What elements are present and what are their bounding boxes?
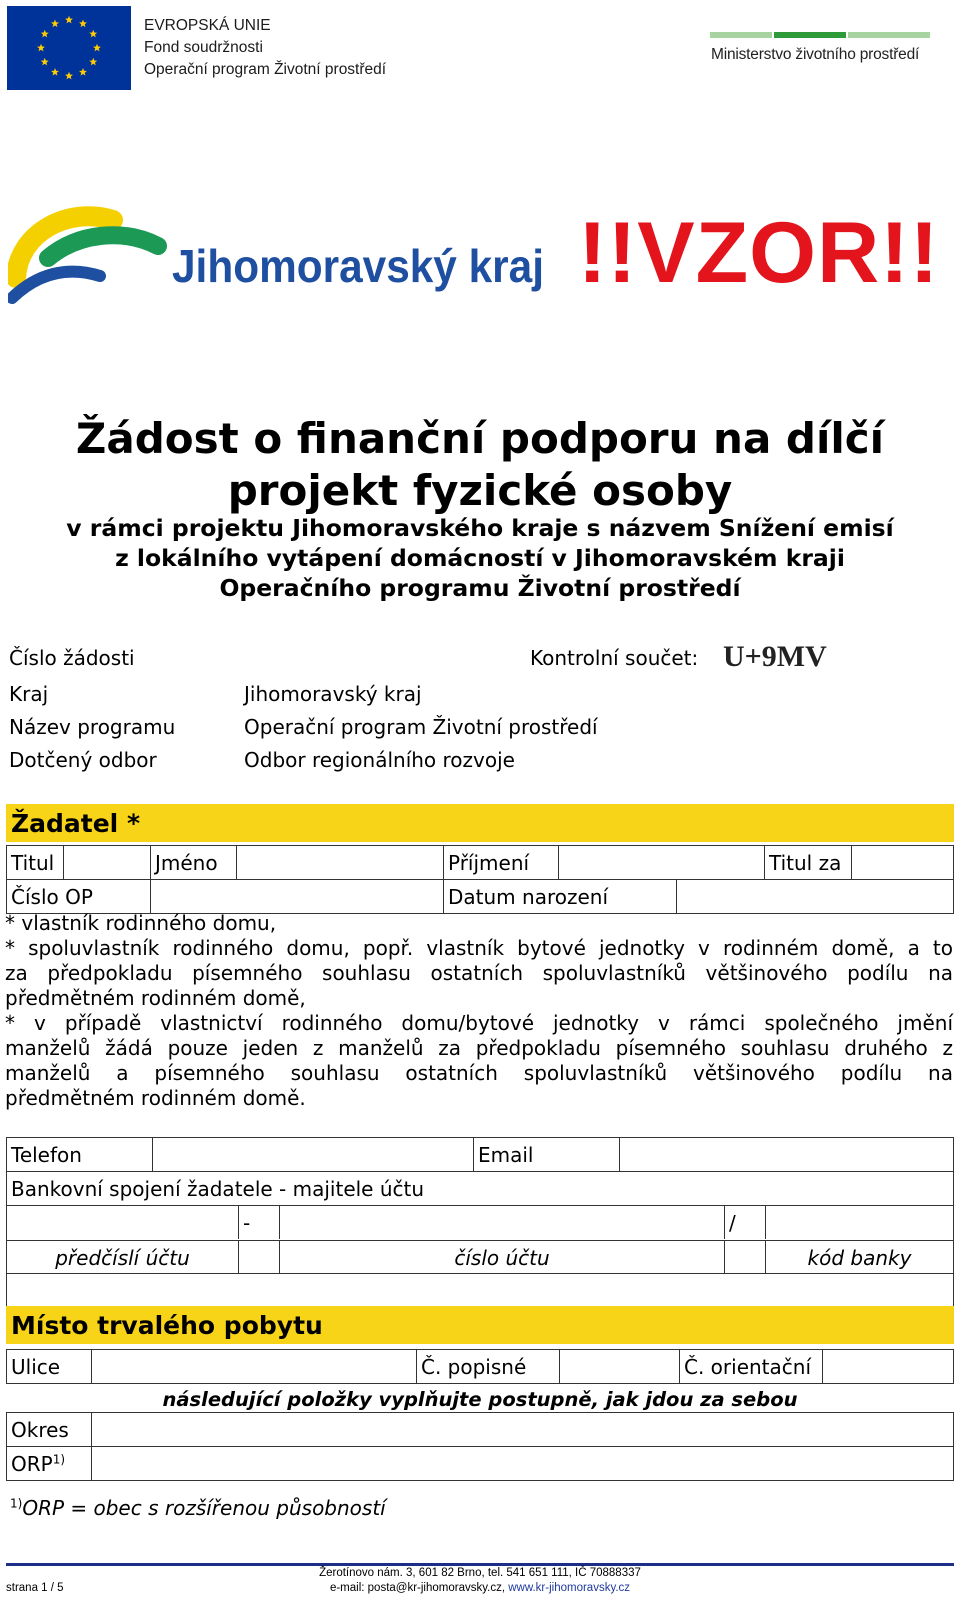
contact-row [6,1137,954,1172]
bank-account-label: Bankovní spojení žadatele - majitele účtu [11,1177,425,1201]
subtitle-line-3: Operačního programu Životní prostředí [219,574,741,602]
eu-flag-logo [7,6,131,90]
note-line: za předpokladu písemného souhlasu ostatních spoluvlastníků většinového podílu na [5,961,953,985]
account-slash: / [725,1206,766,1239]
note-line: předmětném rodinném domě, [5,986,306,1010]
email-field[interactable] [620,1138,953,1171]
title-before-label: Titul [7,846,64,879]
bank-code-field[interactable] [766,1206,953,1239]
department-label: Dotčený odbor [9,748,157,772]
phone-label: Telefon [7,1138,153,1171]
account-prefix-field[interactable] [7,1206,239,1239]
program-label: Název programu [9,715,176,739]
footer-divider [6,1563,954,1566]
ministry-logo-text: Ministerstvo životního prostředí [711,46,920,63]
region-value: Jihomoravský kraj [244,682,422,706]
account-number-field[interactable] [280,1206,725,1239]
footer-email: e-mail: posta@kr-jihomoravsky.cz, [329,1582,509,1594]
note-line: manželů a písemného souhlasu ostatních spoluvlastníků většinového podílu na [5,1061,953,1085]
bank-spacer-cell [239,1240,280,1273]
orientation-number-label: Č. orientační [680,1350,823,1383]
title-after-field[interactable] [852,846,953,879]
region-logo [8,198,550,310]
note-line: předmětném rodinném domě. [5,1086,306,1110]
id-card-label: Číslo OP [7,880,151,913]
bank-code-caption: kód banky [766,1240,953,1273]
orp-footnote [10,1498,386,1518]
footnote-marker: 1) [10,1496,23,1511]
subtitle-line-1: v rámci projektu Jihomoravského kraje s názvem Snížení emisí [66,514,894,542]
checksum-value: U+9MV [723,640,827,673]
house-number-label: Č. popisné [417,1350,560,1383]
bank-spacer-cell [725,1240,766,1273]
eu-logo-line-2: Fond soudržnosti [144,39,263,56]
blank-row [6,1273,954,1307]
district-label: Okres [7,1413,92,1446]
orp-label [7,1447,92,1480]
note-line: * v případě vlastnictví rodinného domu/bytové jednotky v rámci společného jmění [5,1011,953,1035]
id-card-field[interactable] [151,880,444,913]
eu-logo-line-3: Operační program Životní prostředí [144,61,387,78]
first-name-field[interactable] [237,846,444,879]
note-line: manželů žádá pouze jeden z manželů za předpokladu písemného souhlasu druhého z [5,1036,953,1060]
department-value: Odbor regionálního rozvoje [244,748,515,772]
applicant-section-heading: Žadatel * [6,804,954,842]
footer-address: Žerotínovo nám. 3, 601 82 Brno, tel. 541 651 111, IČ 70888337 [319,1567,641,1579]
region-label: Kraj [9,682,49,706]
address-row [6,1349,954,1384]
orp-footnote-marker: 1) [52,1452,66,1467]
bank-account-block [6,1205,954,1274]
email-label: Email [474,1138,620,1171]
footer-contact [0,1583,960,1595]
footer-web-link[interactable]: www.kr-jihomoravsky.cz [508,1582,631,1594]
first-name-label: Jméno [151,846,237,879]
checksum-label: Kontrolní součet: [530,646,699,670]
ministry-logo-bars [710,30,930,40]
sample-stamp: !!VZOR!! [578,205,940,301]
eu-logo-line-1: EVROPSKÁ UNIE [144,17,271,34]
title-before-field[interactable] [64,846,151,879]
street-label: Ulice [7,1350,92,1383]
account-dash: - [239,1206,280,1239]
page-number: strana 1 / 5 [6,1582,64,1594]
orp-label-text: ORP [11,1452,53,1476]
region-logo-text: Jihomoravský kraj [172,240,544,292]
note-line: * spoluvlastník rodinného domu, popř. vlastník bytové jednotky v rodinném domě, a to [5,936,953,960]
bank-heading-row [6,1171,954,1206]
account-prefix-caption: předčíslí účtu [7,1240,239,1273]
phone-field[interactable] [153,1138,474,1171]
footnote-text: ORP = obec s rozšířenou působností [22,1496,386,1520]
birth-date-label: Datum narození [444,880,677,913]
orp-field[interactable] [92,1447,953,1480]
request-number-label: Číslo žádosti [9,646,135,670]
applicant-name-row [6,845,954,880]
subtitle-line-2: z lokálního vytápení domácností v Jihomoravském kraji [115,544,845,572]
district-field[interactable] [92,1413,953,1446]
fill-order-note: následující položky vyplňujte postupně, jak jdou za sebou [162,1388,798,1411]
surname-field[interactable] [559,846,765,879]
page-title-line-1: Žádost o finanční podporu na dílčí [75,414,885,463]
applicant-id-row [6,879,954,914]
surname-label: Příjmení [444,846,559,879]
birth-date-field[interactable] [677,880,953,913]
program-value: Operační program Životní prostředí [244,715,598,739]
district-row [6,1412,954,1447]
orp-row [6,1446,954,1481]
house-number-field[interactable] [560,1350,680,1383]
orientation-number-field[interactable] [823,1350,953,1383]
applicant-eligibility-notes [5,911,953,1111]
residence-section-heading: Místo trvalého pobytu [6,1306,954,1344]
page-title-line-2: projekt fyzické osoby [227,466,733,515]
title-after-label: Titul za [765,846,852,879]
account-number-caption: číslo účtu [280,1240,725,1273]
street-field[interactable] [92,1350,417,1383]
note-line: * vlastník rodinného domu, [5,911,277,935]
